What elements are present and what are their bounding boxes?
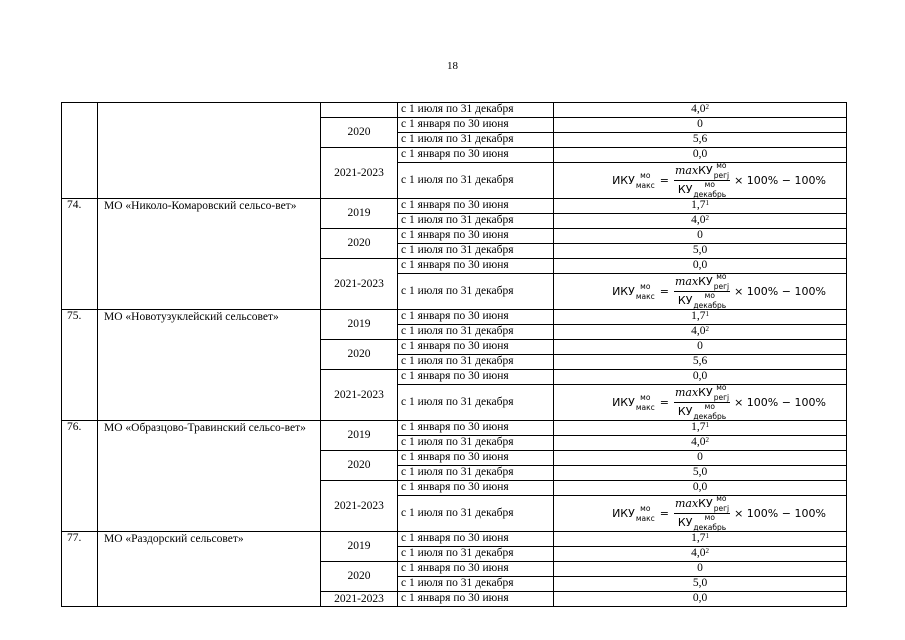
tariff-table <box>61 102 847 607</box>
formula-eq: = <box>659 507 669 520</box>
value-cell <box>554 577 847 592</box>
footnote-mark: 2 <box>705 325 709 333</box>
value-cell <box>554 451 847 466</box>
value-cell <box>554 340 847 355</box>
formula-eq: = <box>659 174 669 187</box>
value-text: 4,0 <box>691 547 706 559</box>
value-cell <box>554 355 847 370</box>
formula-max: max <box>674 164 699 177</box>
row-number: 74. <box>62 199 98 310</box>
value-text: 0 <box>697 118 703 130</box>
formula-eq: = <box>659 396 669 409</box>
formula-eq: = <box>659 285 669 298</box>
value-cell <box>554 325 847 340</box>
value-text: 0 <box>697 340 703 352</box>
table-row <box>62 532 847 547</box>
formula-den-sup: мо <box>704 402 715 411</box>
period-cell: с 1 января по 30 июня <box>398 532 554 547</box>
formula-lhs: ИКУ <box>612 507 635 520</box>
value-text: 5,6 <box>692 355 708 367</box>
value-text: 5,0 <box>692 466 708 478</box>
year-cell: 2020 <box>321 229 398 259</box>
formula-rest: × 100% − 100% <box>734 396 826 409</box>
period-cell: с 1 июля по 31 декабря <box>398 355 554 370</box>
value-cell <box>554 214 847 229</box>
index-formula-cell <box>554 496 847 532</box>
year-cell: 2019 <box>321 199 398 229</box>
municipality-name <box>98 103 321 199</box>
value-text: 1,7 <box>691 199 706 211</box>
formula-rest: × 100% − 100% <box>734 285 826 298</box>
formula-lhs: ИКУ <box>612 174 635 187</box>
formula-max: max <box>674 275 699 288</box>
value-text: 5,0 <box>692 244 708 256</box>
period-cell: с 1 января по 30 июня <box>398 592 554 607</box>
formula-num-sub: регj <box>713 393 730 402</box>
period-cell: с 1 июля по 31 декабря <box>398 466 554 481</box>
period-cell: с 1 июля по 31 декабря <box>398 577 554 592</box>
footnote-mark: 1 <box>705 421 709 429</box>
period-cell: с 1 января по 30 июня <box>398 229 554 244</box>
period-cell: с 1 июля по 31 декабря <box>398 496 554 532</box>
value-cell <box>554 370 847 385</box>
index-formula-cell <box>554 163 847 199</box>
year-cell: 2021-2023 <box>321 259 398 310</box>
value-text: 0,0 <box>692 592 708 604</box>
formula-den: КУ <box>677 183 693 196</box>
formula-den: КУ <box>677 294 693 307</box>
municipality-name: МО «Раздорский сельсовет» <box>98 532 321 607</box>
value-text: 5,0 <box>692 577 708 589</box>
value-text: 0 <box>697 229 703 241</box>
formula-num-sup: мо <box>716 273 727 281</box>
year-cell: 2021-2023 <box>321 148 398 199</box>
formula-den-sup: мо <box>704 513 715 522</box>
value-cell <box>554 199 847 214</box>
value-text: 4,0 <box>691 214 706 226</box>
formula-den-sup: мо <box>704 180 715 189</box>
value-cell <box>554 229 847 244</box>
table-row <box>62 421 847 436</box>
value-text: 4,0 <box>691 103 706 115</box>
index-formula <box>612 163 826 198</box>
year-cell: 2020 <box>321 451 398 481</box>
period-cell: с 1 июля по 31 декабря <box>398 163 554 199</box>
year-cell: 2020 <box>321 118 398 148</box>
row-number <box>62 103 98 199</box>
index-formula <box>612 496 826 531</box>
table-row <box>62 199 847 214</box>
value-cell <box>554 244 847 259</box>
footnote-mark: 2 <box>705 103 709 111</box>
period-cell: с 1 января по 30 июня <box>398 148 554 163</box>
value-cell <box>554 547 847 562</box>
formula-num: КУ <box>698 497 713 510</box>
formula-den-sub: декабрь <box>693 523 727 532</box>
value-text: 0,0 <box>692 370 708 382</box>
period-cell: с 1 января по 30 июня <box>398 370 554 385</box>
value-cell <box>554 592 847 607</box>
footnote-mark: 2 <box>705 547 709 555</box>
formula-lhs-sub: макс <box>635 402 655 412</box>
year-cell: 2021-2023 <box>321 481 398 532</box>
period-cell: с 1 июля по 31 декабря <box>398 214 554 229</box>
municipality-name: МО «Образцово-Травинский сельсо-вет» <box>98 421 321 532</box>
period-cell: с 1 июля по 31 декабря <box>398 325 554 340</box>
year-cell: 2019 <box>321 421 398 451</box>
row-number: 76. <box>62 421 98 532</box>
formula-den-sub: декабрь <box>693 301 727 310</box>
period-cell: с 1 января по 30 июня <box>398 451 554 466</box>
row-number: 75. <box>62 310 98 421</box>
value-text: 1,7 <box>691 532 706 544</box>
formula-num-sub: регj <box>713 504 730 513</box>
formula-den: КУ <box>677 405 693 418</box>
municipality-name: МО «Николо-Комаровский сельсо-вет» <box>98 199 321 310</box>
value-cell <box>554 259 847 274</box>
value-cell <box>554 118 847 133</box>
formula-num: КУ <box>698 164 713 177</box>
formula-num: КУ <box>698 386 713 399</box>
footnote-mark: 2 <box>705 436 709 444</box>
value-text: 1,7 <box>691 421 706 433</box>
value-cell <box>554 310 847 325</box>
year-cell: 2019 <box>321 310 398 340</box>
period-cell: с 1 июля по 31 декабря <box>398 547 554 562</box>
period-cell: с 1 июля по 31 декабря <box>398 244 554 259</box>
period-cell: с 1 июля по 31 декабря <box>398 274 554 310</box>
footnote-mark: 2 <box>705 214 709 222</box>
formula-num-sup: мо <box>716 384 727 392</box>
footnote-mark: 1 <box>705 532 709 540</box>
year-cell: 2020 <box>321 562 398 592</box>
value-cell <box>554 148 847 163</box>
year-cell: 2021-2023 <box>321 592 398 607</box>
formula-num-sub: регj <box>713 171 730 180</box>
index-formula <box>612 274 826 309</box>
table-row <box>62 310 847 325</box>
formula-den-sup: мо <box>704 291 715 300</box>
formula-lhs-sup: мо <box>640 281 651 291</box>
municipality-name: МО «Новотузуклейский сельсовет» <box>98 310 321 421</box>
index-formula-cell <box>554 385 847 421</box>
index-formula-cell <box>554 274 847 310</box>
index-formula <box>612 385 826 420</box>
page-number: 18 <box>447 60 458 72</box>
formula-lhs: ИКУ <box>612 285 635 298</box>
formula-num-sub: регj <box>713 282 730 291</box>
value-text: 1,7 <box>691 310 706 322</box>
year-cell <box>321 103 398 118</box>
value-text: 0,0 <box>692 259 708 271</box>
row-number: 77. <box>62 532 98 607</box>
value-text: 0 <box>697 562 703 574</box>
footnote-mark: 1 <box>705 199 709 207</box>
formula-rest: × 100% − 100% <box>734 507 826 520</box>
year-cell: 2021-2023 <box>321 370 398 421</box>
period-cell: с 1 июля по 31 декабря <box>398 385 554 421</box>
formula-den-sub: декабрь <box>693 412 727 421</box>
period-cell: с 1 января по 30 июня <box>398 199 554 214</box>
value-text: 4,0 <box>691 436 706 448</box>
formula-num-sup: мо <box>716 495 727 503</box>
value-cell <box>554 481 847 496</box>
formula-num-sup: мо <box>716 162 727 170</box>
value-text: 5,6 <box>692 133 708 145</box>
formula-max: max <box>674 386 699 399</box>
period-cell: с 1 июля по 31 декабря <box>398 436 554 451</box>
period-cell: с 1 января по 30 июня <box>398 310 554 325</box>
year-cell: 2020 <box>321 340 398 370</box>
period-cell: с 1 июля по 31 декабря <box>398 133 554 148</box>
formula-rest: × 100% − 100% <box>734 174 826 187</box>
formula-lhs-sup: мо <box>640 170 651 180</box>
period-cell: с 1 января по 30 июня <box>398 118 554 133</box>
value-cell <box>554 562 847 577</box>
value-cell <box>554 466 847 481</box>
table-row <box>62 103 847 118</box>
formula-lhs-sup: мо <box>640 392 651 402</box>
value-cell <box>554 436 847 451</box>
formula-max: max <box>674 497 699 510</box>
value-cell <box>554 103 847 118</box>
formula-den-sub: декабрь <box>693 190 727 199</box>
value-text: 4,0 <box>691 325 706 337</box>
formula-lhs-sub: макс <box>635 291 655 301</box>
period-cell: с 1 января по 30 июня <box>398 562 554 577</box>
formula-lhs: ИКУ <box>612 396 635 409</box>
period-cell: с 1 января по 30 июня <box>398 421 554 436</box>
formula-lhs-sup: мо <box>640 503 651 513</box>
value-cell <box>554 133 847 148</box>
period-cell: с 1 июля по 31 декабря <box>398 103 554 118</box>
period-cell: с 1 января по 30 июня <box>398 259 554 274</box>
value-cell <box>554 532 847 547</box>
period-cell: с 1 января по 30 июня <box>398 481 554 496</box>
formula-lhs-sub: макс <box>635 513 655 523</box>
value-text: 0,0 <box>692 481 708 493</box>
year-cell: 2019 <box>321 532 398 562</box>
period-cell: с 1 января по 30 июня <box>398 340 554 355</box>
formula-lhs-sub: макс <box>635 180 655 190</box>
formula-den: КУ <box>677 516 693 529</box>
value-text: 0,0 <box>692 148 708 160</box>
formula-num: КУ <box>698 275 713 288</box>
footnote-mark: 1 <box>705 310 709 318</box>
value-cell <box>554 421 847 436</box>
value-text: 0 <box>697 451 703 463</box>
